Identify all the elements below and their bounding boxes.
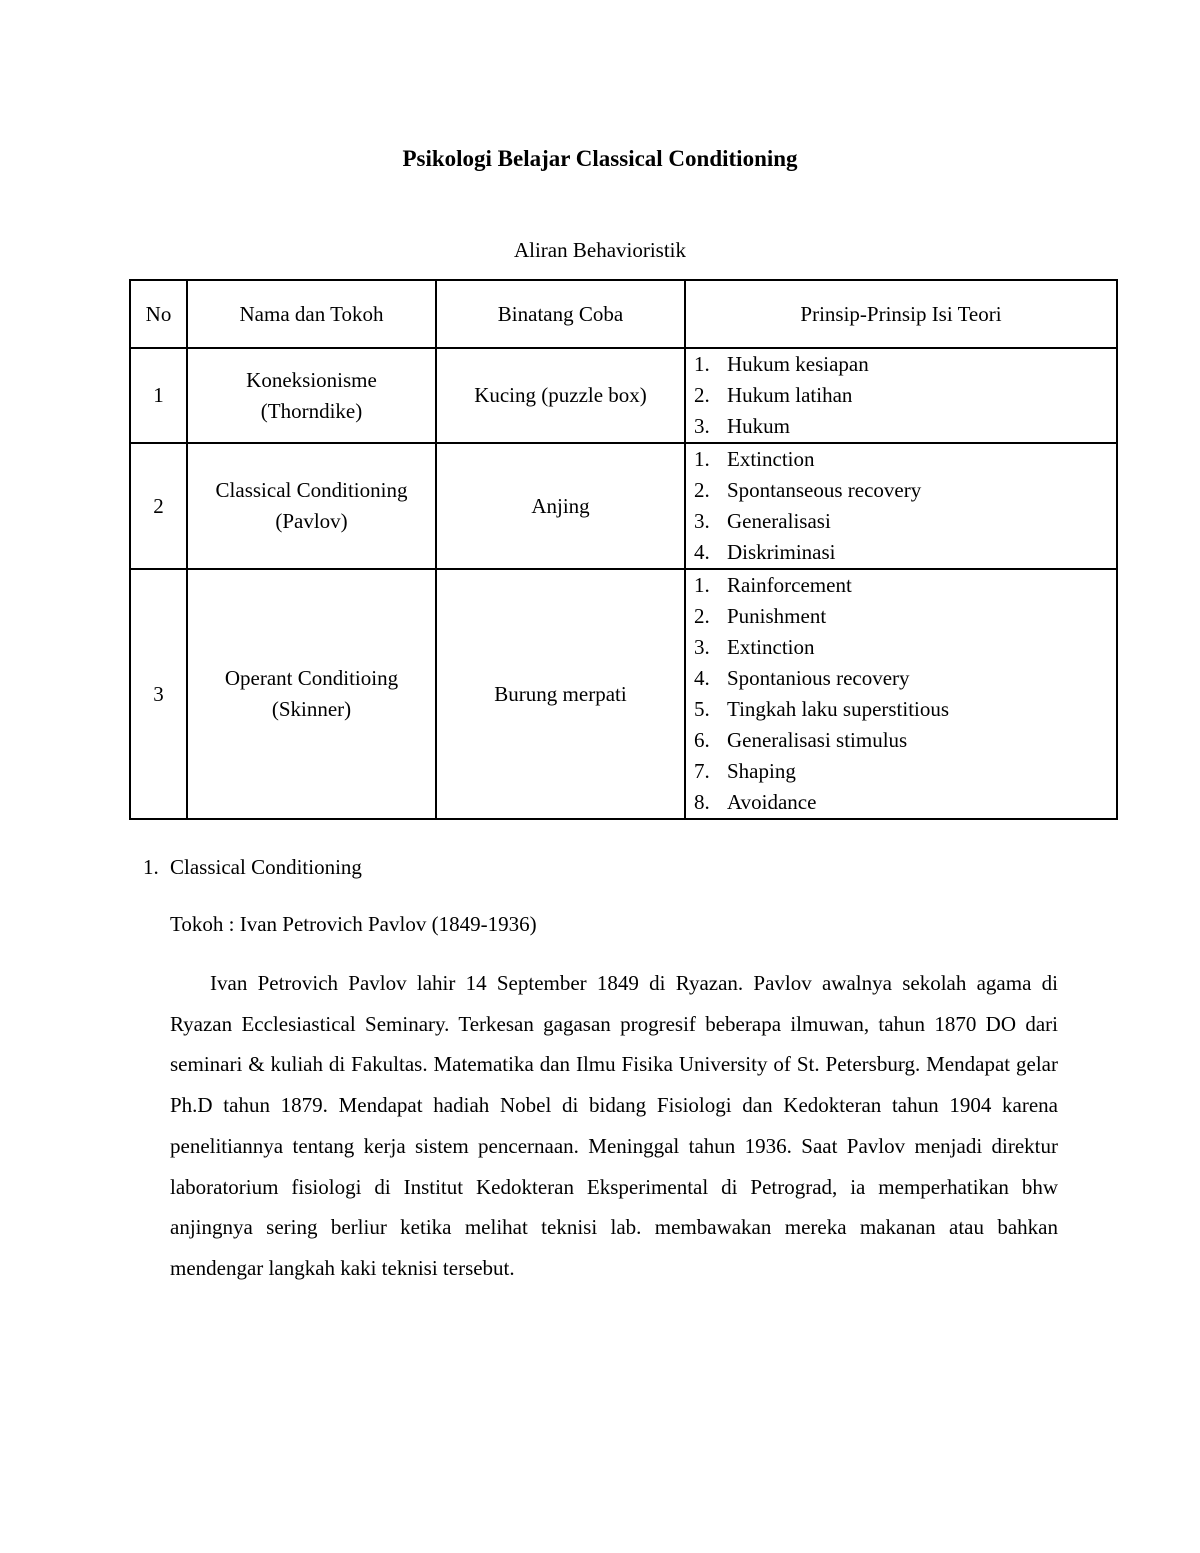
list-text: Hukum latihan — [727, 383, 853, 407]
theory-name-cell — [187, 569, 436, 819]
list-item — [686, 444, 1116, 475]
section-number: 1. — [143, 855, 159, 879]
principles-cell — [685, 443, 1117, 569]
header-animal: Binatang Coba — [436, 280, 685, 348]
list-text: Extinction — [727, 635, 815, 659]
principles-list — [686, 349, 1116, 442]
theory-name-cell — [187, 348, 436, 443]
principles-list — [686, 444, 1116, 568]
table-row — [130, 443, 1117, 569]
row-number: 3 — [130, 569, 187, 819]
theory-name: Koneksionisme — [246, 367, 377, 392]
table-row — [130, 569, 1117, 819]
list-number: 3. — [694, 635, 710, 659]
header-name: Nama dan Tokoh — [187, 280, 436, 348]
header-principles: Prinsip-Prinsip Isi Teori — [685, 280, 1117, 348]
list-item — [686, 570, 1116, 601]
test-animal: Burung merpati — [436, 569, 685, 819]
section-heading-text: Classical Conditioning — [170, 855, 362, 879]
list-number: 1. — [694, 573, 710, 597]
list-item — [686, 725, 1116, 756]
list-item — [686, 475, 1116, 506]
list-item — [686, 601, 1116, 632]
list-item — [686, 694, 1116, 725]
list-text: Avoidance — [727, 790, 817, 814]
theory-name: Operant Conditioing — [224, 666, 399, 690]
list-number: 1. — [694, 447, 710, 471]
list-text: Shaping — [727, 759, 796, 783]
list-text: Hukum kesiapan — [727, 352, 869, 376]
list-text: Hukum — [727, 414, 790, 438]
header-no: No — [130, 280, 187, 348]
row-number: 2 — [130, 443, 187, 569]
list-item — [686, 349, 1116, 380]
list-text: Generalisasi stimulus — [727, 728, 908, 752]
list-item — [686, 787, 1116, 818]
list-number: 3. — [694, 509, 710, 533]
list-number: 1. — [694, 352, 710, 376]
page-title: Psikologi Belajar Classical Conditioning — [402, 146, 798, 171]
list-number: 8. — [694, 790, 710, 814]
list-text: Tingkah laku superstitious — [727, 697, 950, 721]
list-item — [686, 663, 1116, 694]
list-number: 2. — [694, 478, 710, 502]
list-number: 2. — [694, 383, 710, 407]
list-item — [686, 756, 1116, 787]
list-item — [686, 537, 1116, 568]
body-paragraph: Ivan Petrovich Pavlov lahir 14 September 1849 di Ryazan. Pavlov awalnya sekolah agama di Ryazan Ecclesiastical Seminary. Terkesan gagasan progresif beberapa ilmuwan, tahun 1870 DO dari seminari & kuliah di Fakultas. Matematika dan Ilmu Fisika University of St. Petersburg. Mendapat gelar Ph.D tahun 1879. Mendapat hadiah Nobel di bidang Fisiologi dan Kedokteran tahun 1904 karena penelitiannya tentang kerja sistem pencernaan. Meninggal tahun 1936. Saat Pavlov menjadi direktur laboratorium fisiologi di Institut Kedokteran Eksperimental di Petrograd, ia memperhatikan bhw anjingnya sering berliur ketika melihat teknisi lab. membawakan mereka makanan atau bahkan mendengar langkah kaki teknisi tersebut. — [170, 971, 1058, 1280]
table-row — [130, 348, 1117, 443]
list-text: Extinction — [727, 447, 815, 471]
list-number: 4. — [694, 666, 710, 690]
theory-table — [129, 279, 1118, 820]
row-number: 1 — [130, 348, 187, 443]
list-item — [686, 411, 1116, 442]
principles-cell — [685, 348, 1117, 443]
test-animal: Anjing — [436, 443, 685, 569]
list-number: 5. — [694, 697, 710, 721]
list-text: Generalisasi — [727, 509, 831, 533]
theory-name: Classical Conditioning — [215, 478, 408, 502]
list-text: Spontanious recovery — [727, 666, 910, 690]
section-figure-line: Tokoh : Ivan Petrovich Pavlov (1849-1936) — [170, 912, 537, 936]
list-number: 2. — [694, 604, 710, 628]
list-item — [686, 380, 1116, 411]
page-subtitle: Aliran Behavioristik — [513, 238, 687, 262]
list-number: 4. — [694, 540, 710, 564]
list-number: 7. — [694, 759, 710, 783]
list-item — [686, 506, 1116, 537]
section-heading — [143, 852, 362, 882]
list-text: Rainforcement — [727, 573, 852, 597]
principles-list — [686, 570, 1116, 818]
theory-figure: (Pavlov) — [275, 509, 348, 533]
theory-name-cell — [187, 443, 436, 569]
list-text: Diskriminasi — [727, 540, 836, 564]
list-item — [686, 632, 1116, 663]
list-number: 6. — [694, 728, 710, 752]
table-header-row — [130, 280, 1117, 348]
list-text: Punishment — [727, 604, 827, 628]
theory-figure: (Skinner) — [271, 697, 352, 721]
list-text: Spontanseous recovery — [727, 478, 922, 502]
test-animal: Kucing (puzzle box) — [436, 348, 685, 443]
list-number: 3. — [694, 414, 710, 438]
principles-cell — [685, 569, 1117, 819]
theory-figure: (Thorndike) — [260, 398, 363, 423]
